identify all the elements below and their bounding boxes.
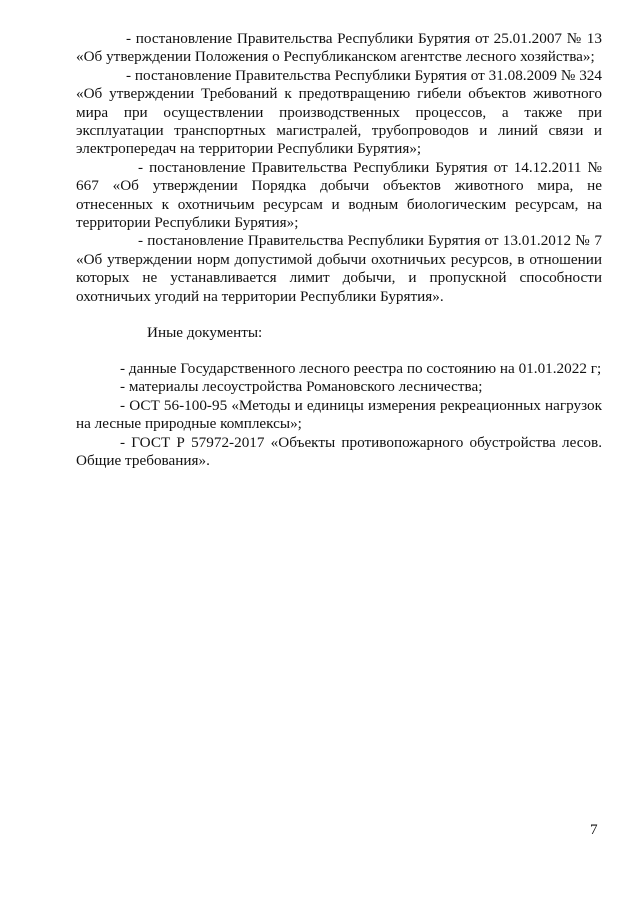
- document-item: - данные Государственного лесного реестра по состоянию на 01.01.2022 г;: [120, 360, 602, 377]
- regulation-item: - постановление Правительства Республики Бурятия от 13.01.2012 № 7 «Об утверждении норм допустимой добычи охотничьих ресурсов, в отношении которых не устанавливается лимит добычи, и пропускной способности охотничьих угодий на территории Республики Бурятия».: [76, 232, 602, 305]
- regulation-item: - постановление Правительства Республики Бурятия от 25.01.2007 № 13 «Об утверждении Положения о Республиканском агентстве лесного хозяйства»;: [76, 30, 602, 66]
- regulation-item: - постановление Правительства Республики Бурятия от 31.08.2009 № 324 «Об утверждении Требований к предотвращению гибели объектов животного мира при осуществлении производственных процессов, а также при эксплуатации транспортных магистралей, трубопроводов и линий связи и электропередач на территории Республики Бурятия»;: [76, 66, 602, 158]
- page-number: 7: [590, 821, 598, 838]
- other-documents-list: [76, 360, 602, 470]
- section-heading: Иные документы:: [147, 324, 263, 341]
- regulation-item: - постановление Правительства Республики Бурятия от 14.12.2011 № 667 «Об утверждении Порядка добычи объектов животного мира, не отнесенных к охотничьим ресурсам и водным биологическим ресурсам, на территории Республики Бурятия»;: [76, 158, 602, 232]
- document-item: - ГОСТ Р 57972-2017 «Объекты противопожарного обустройства лесов. Общие требования».: [76, 433, 602, 470]
- document-item: - ОСТ 56-100-95 «Методы и единицы измерения рекреационных нагрузок на лесные природные комплексы»;: [76, 396, 602, 433]
- regulations-list: [76, 30, 602, 306]
- document-item: - материалы лесоустройства Романовского лесничества;: [120, 378, 483, 396]
